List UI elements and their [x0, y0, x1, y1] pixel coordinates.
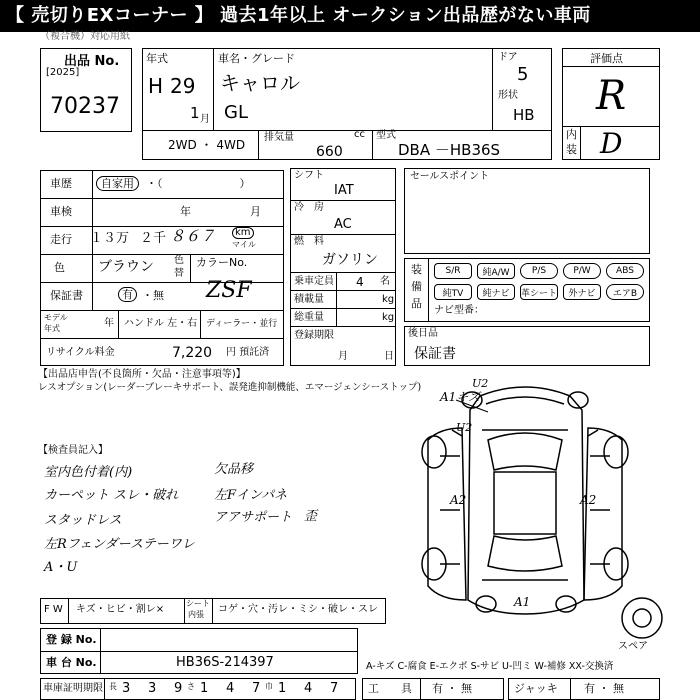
shape-label: 形状 — [498, 90, 518, 101]
history-box — [40, 170, 284, 366]
color-change-2: 替 — [174, 268, 184, 279]
inspection-year: 年 — [180, 205, 191, 218]
car-grade: GL — [224, 102, 248, 123]
form-label: （複合機）対応用紙 — [40, 31, 130, 42]
capacity-label: 乗車定員 — [294, 276, 334, 287]
dealer-type: ディーラー・並行 — [206, 319, 278, 329]
mileage-label: 走行 — [50, 233, 72, 246]
month-value: 1 — [190, 104, 200, 122]
warranty-label: 保証書 — [50, 289, 83, 302]
equipment-label-1: 装 — [411, 263, 422, 276]
inspector-note-9: 歪 — [304, 509, 318, 524]
certificate-mark: 巾 — [265, 682, 273, 691]
displacement-value: 660 — [316, 144, 343, 160]
color-change-1: 色 — [174, 255, 184, 266]
equipment-item: ABS — [606, 263, 644, 279]
year-label: 年式 — [146, 52, 168, 65]
ac-label: 冷 房 — [294, 202, 324, 213]
seat-items: コゲ・穴・汚レ・ミシ・破レ・スレ — [218, 604, 378, 615]
equipment-item: 純TV — [434, 284, 472, 300]
shift-value: IAT — [334, 183, 354, 198]
certificate-digit: 3 — [148, 681, 157, 696]
recycle-label: リサイクル料金 — [46, 347, 115, 358]
interior-label-1: 内 — [566, 128, 577, 141]
damage-mark-a1-scratch: A1キズ — [440, 390, 481, 404]
equipment-item: 純A/W — [477, 263, 515, 279]
first-reg-month: 月 — [338, 351, 348, 362]
first-reg-day: 日 — [384, 351, 394, 362]
year-value: 29 — [170, 74, 196, 98]
model-label: 型式 — [376, 130, 396, 141]
cc-unit: cc — [354, 129, 365, 140]
equipment-label-2: 備 — [411, 280, 422, 293]
model-year-label-2: 年式 — [44, 324, 60, 333]
jack-label: ジャッキ — [514, 682, 558, 695]
inspector-note-5: A・U — [44, 560, 78, 575]
equipment-item: S/R — [434, 263, 472, 279]
equipment-item: 革シート — [520, 284, 558, 300]
capacity-unit: 名 — [380, 276, 390, 287]
displacement-label: 排気量 — [264, 132, 294, 143]
mileage-sen: ２千 — [140, 231, 167, 246]
equipment-item: 純ナビ — [477, 284, 515, 300]
drive-type: 2WD ・ 4WD — [168, 138, 246, 152]
interior-label-2: 装 — [566, 143, 577, 156]
inspector-title: 【検査員記入】 — [38, 445, 108, 456]
inspection-label: 車検 — [50, 205, 72, 218]
seat-label-2: 内張 — [188, 610, 204, 619]
spare-label: スペア — [618, 641, 648, 652]
tools-label: 工 具 — [368, 682, 412, 695]
year-era: H — [148, 74, 164, 98]
mile-unit: マイル — [232, 240, 256, 249]
certificate-digit: 1 — [278, 681, 287, 696]
inspector-note-7: 左Fインパネ — [214, 488, 288, 503]
reg-type-value: 自家用 — [96, 176, 139, 191]
certificate-digit: 3 — [122, 681, 131, 696]
color-no-label: カラーNo. — [196, 256, 248, 269]
inspector-note-4: 左Rフェンダーステーワレ — [44, 537, 195, 552]
damage-mark-a2-right: A2 — [580, 493, 597, 507]
color-value: ブラウン — [98, 259, 154, 275]
door-count: 5 — [517, 64, 529, 85]
grade-score: R — [596, 73, 627, 119]
door-label: ドア — [498, 52, 518, 63]
chassis-number: HB36S-214397 — [176, 655, 274, 670]
shop-notes-title: 【出品店申告(不良箇所・欠品・注意事項等)】 — [38, 369, 246, 380]
month-unit: 月 — [200, 114, 210, 125]
chassis-label: 車 台 No. — [46, 656, 97, 669]
model-year-unit: 年 — [104, 318, 114, 329]
inspector-note-8: アアサポート — [214, 510, 293, 525]
warranty-yes: 有 — [118, 287, 137, 302]
model-year-label-1: モデル — [44, 313, 68, 322]
handle-side: ハンドル 左・右 — [124, 318, 198, 329]
lot-year-code: [2025] — [46, 67, 80, 78]
reg-type-rest: ・（ ） — [146, 177, 251, 190]
certificate-mark: さ — [187, 682, 195, 691]
certificate-digit: 7 — [330, 681, 339, 696]
equipment-item: 外ナビ — [563, 284, 601, 300]
certificate-digit: 7 — [252, 681, 261, 696]
inspector-note-1: 室内色付着(内) — [44, 465, 133, 480]
seat-label-1: シート — [186, 599, 210, 608]
name-label: 車名・グレード — [218, 52, 295, 65]
inspector-note-3: スタッドレス — [44, 513, 122, 528]
recycle-amount: 7,220 — [172, 345, 213, 361]
jack-value: 有 ・ 無 — [584, 682, 624, 695]
weight-label: 総重量 — [294, 312, 324, 323]
damage-mark-u2-top: U2 — [472, 377, 489, 390]
recycle-unit: 円 預託済 — [226, 347, 270, 358]
warranty-no: ・無 — [142, 289, 164, 302]
mileage-rest: ８６７ — [170, 227, 216, 245]
color-label: 色 — [54, 261, 65, 274]
certificate-digit: 9 — [174, 681, 183, 696]
ac-value: AC — [334, 217, 352, 232]
car-name: キャロル — [220, 71, 300, 95]
damage-legend: A-キズ C-腐食 E-エクボ S-サビ U-凹ミ W-補修 XX-交換済 — [366, 661, 614, 672]
certificate-label: 車庫証明期限 — [43, 683, 103, 694]
inspection-month: 月 — [250, 205, 261, 218]
equipment-item: P/W — [563, 263, 601, 279]
first-reg-label: 登録期限 — [294, 330, 334, 341]
reg-type-label: 車歴 — [50, 177, 72, 190]
notes-label: 後日品 — [408, 328, 438, 339]
notes-value: 保証書 — [414, 346, 456, 362]
fuel-label: 燃 料 — [294, 236, 324, 247]
shop-notes-line: レスオプション(レーダーブレーキサポート、誤発進抑制機能、エマージェンシーストップ) — [38, 382, 422, 393]
lot-number: 70237 — [50, 94, 120, 119]
color-no-value: ZSF — [206, 278, 252, 303]
fw-label: F W — [44, 604, 63, 615]
tools-value: 有 ・ 無 — [432, 682, 472, 695]
header-title: 【 売切りEXコーナー 】 過去1年以上 オークション出品歴がない車両 — [6, 5, 591, 26]
damage-mark-a2-left: A2 — [450, 493, 467, 507]
capacity-value: 4 — [356, 275, 364, 289]
certificate-digit: 4 — [304, 681, 313, 696]
interior-score: D — [600, 127, 623, 160]
certificate-mark: 長 — [109, 682, 117, 691]
weight-unit: kg — [382, 312, 395, 323]
shape-value: HB — [513, 106, 535, 124]
load-label: 積載量 — [294, 294, 324, 305]
model-value: DBA －HB36S — [398, 141, 501, 159]
equipment-item: エアB — [606, 284, 644, 300]
sales-point-label: セールスポイント — [410, 171, 490, 182]
certificate-digit: 4 — [226, 681, 235, 696]
grade-label: 評価点 — [590, 52, 623, 65]
lot-label: 出品 No. — [64, 54, 120, 69]
fuel-value: ガソリン — [322, 252, 378, 268]
shift-label: シフト — [294, 170, 324, 181]
certificate-digit: 1 — [200, 681, 209, 696]
inspector-note-6: 欠品移 — [214, 462, 254, 477]
mileage-man: １３万 — [90, 231, 130, 246]
equipment-item: P/S — [520, 263, 558, 279]
equipment-label-3: 品 — [411, 297, 422, 310]
load-unit: kg — [382, 294, 395, 305]
fw-items: キズ・ヒビ・割レ× — [76, 604, 165, 615]
navi-model-label: ナビ型番： — [434, 305, 484, 316]
inspector-note-2: カーペット スレ・破れ — [44, 488, 179, 503]
damage-mark-u2-left: U2 — [456, 421, 473, 434]
km-unit: km — [232, 227, 254, 239]
reg-no-label: 登 録 No. — [46, 633, 97, 646]
damage-mark-a1-rear: A1 — [514, 595, 531, 609]
